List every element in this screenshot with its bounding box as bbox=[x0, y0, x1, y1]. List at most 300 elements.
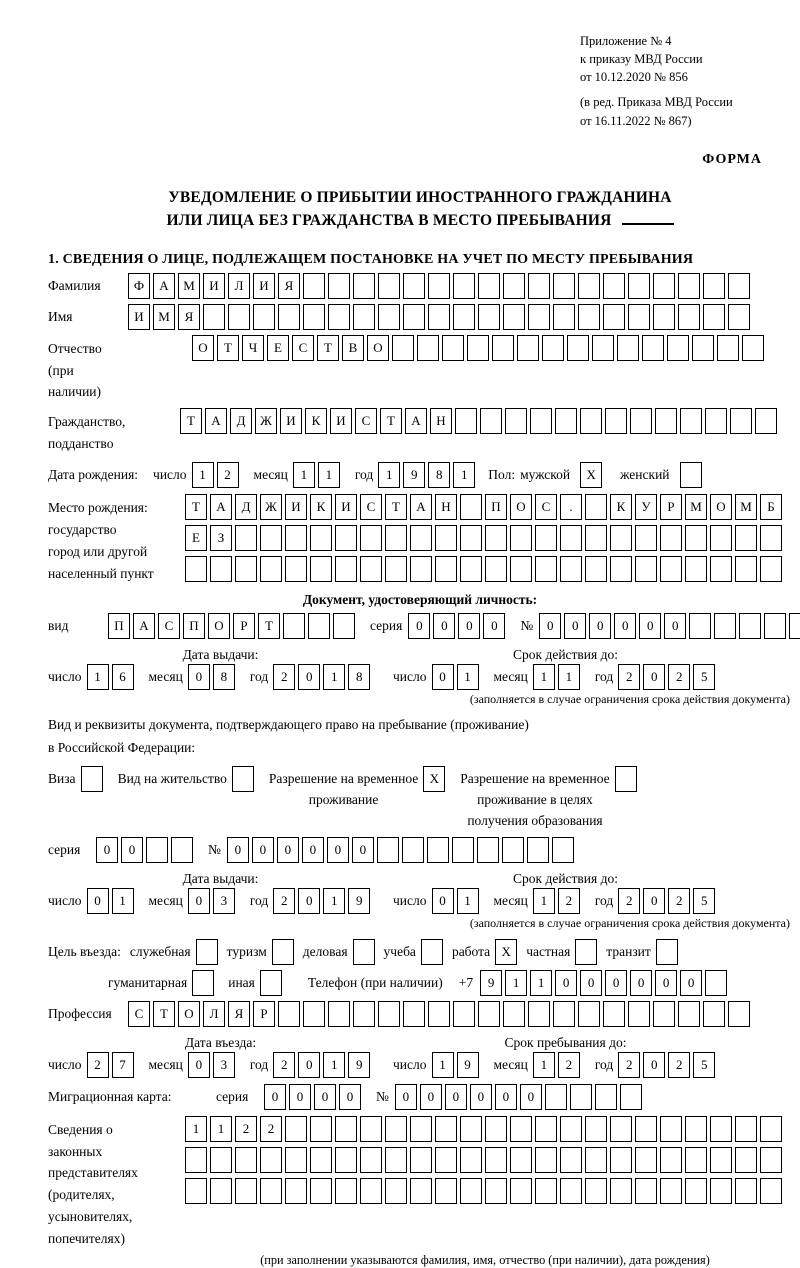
char-box[interactable] bbox=[328, 1001, 350, 1027]
char-box[interactable] bbox=[555, 408, 577, 434]
char-box[interactable]: 2 bbox=[668, 1052, 690, 1078]
char-box[interactable]: И bbox=[253, 273, 275, 299]
char-box[interactable]: Р bbox=[660, 494, 682, 520]
char-box[interactable] bbox=[385, 556, 407, 582]
char-box[interactable] bbox=[710, 1147, 732, 1173]
char-box[interactable] bbox=[578, 304, 600, 330]
char-box[interactable]: Л bbox=[228, 273, 250, 299]
char-box[interactable] bbox=[328, 273, 350, 299]
char-box[interactable] bbox=[764, 613, 786, 639]
char-box[interactable]: Т bbox=[185, 494, 207, 520]
char-box[interactable] bbox=[567, 335, 589, 361]
char-box[interactable] bbox=[535, 525, 557, 551]
purpose-transit-checkbox[interactable] bbox=[656, 939, 678, 965]
char-box[interactable]: 1 bbox=[192, 462, 214, 488]
char-box[interactable]: 2 bbox=[235, 1116, 257, 1142]
char-box[interactable] bbox=[333, 613, 355, 639]
char-box[interactable] bbox=[310, 1147, 332, 1173]
char-box[interactable] bbox=[385, 1147, 407, 1173]
char-box[interactable] bbox=[210, 556, 232, 582]
char-box[interactable] bbox=[310, 1116, 332, 1142]
char-box[interactable]: О bbox=[208, 613, 230, 639]
char-box[interactable] bbox=[353, 273, 375, 299]
char-box[interactable]: П bbox=[485, 494, 507, 520]
char-box[interactable] bbox=[592, 335, 614, 361]
char-box[interactable] bbox=[503, 1001, 525, 1027]
char-box[interactable]: 8 bbox=[428, 462, 450, 488]
char-box[interactable]: А bbox=[205, 408, 227, 434]
char-box[interactable] bbox=[503, 304, 525, 330]
char-box[interactable]: 9 bbox=[457, 1052, 479, 1078]
char-box[interactable] bbox=[528, 273, 550, 299]
char-box[interactable]: А bbox=[410, 494, 432, 520]
char-box[interactable] bbox=[603, 273, 625, 299]
char-box[interactable]: 0 bbox=[614, 613, 636, 639]
char-box[interactable] bbox=[285, 556, 307, 582]
char-box[interactable]: 0 bbox=[580, 970, 602, 996]
char-box[interactable]: А bbox=[153, 273, 175, 299]
char-box[interactable]: 7 bbox=[112, 1052, 134, 1078]
char-box[interactable]: Т bbox=[217, 335, 239, 361]
char-box[interactable] bbox=[285, 1178, 307, 1204]
char-box[interactable]: 0 bbox=[639, 613, 661, 639]
char-box[interactable] bbox=[253, 304, 275, 330]
char-box[interactable] bbox=[685, 1147, 707, 1173]
char-box[interactable]: 0 bbox=[298, 664, 320, 690]
char-box[interactable] bbox=[283, 613, 305, 639]
char-box[interactable] bbox=[710, 1178, 732, 1204]
char-box[interactable]: 0 bbox=[564, 613, 586, 639]
char-box[interactable]: 0 bbox=[298, 1052, 320, 1078]
char-box[interactable]: М bbox=[153, 304, 175, 330]
char-box[interactable] bbox=[285, 1116, 307, 1142]
char-box[interactable]: С bbox=[158, 613, 180, 639]
char-box[interactable]: Е bbox=[267, 335, 289, 361]
char-box[interactable]: 0 bbox=[314, 1084, 336, 1110]
char-box[interactable]: А bbox=[133, 613, 155, 639]
char-box[interactable]: Е bbox=[185, 525, 207, 551]
char-box[interactable]: 1 bbox=[112, 888, 134, 914]
char-box[interactable] bbox=[610, 525, 632, 551]
char-box[interactable] bbox=[385, 1116, 407, 1142]
char-box[interactable] bbox=[553, 1001, 575, 1027]
char-box[interactable] bbox=[410, 556, 432, 582]
char-box[interactable]: 5 bbox=[693, 888, 715, 914]
purpose-tourism-checkbox[interactable] bbox=[272, 939, 294, 965]
char-box[interactable] bbox=[435, 525, 457, 551]
char-box[interactable]: 0 bbox=[483, 613, 505, 639]
char-box[interactable] bbox=[660, 525, 682, 551]
char-box[interactable]: Т bbox=[317, 335, 339, 361]
char-box[interactable]: М bbox=[735, 494, 757, 520]
char-box[interactable]: 2 bbox=[273, 664, 295, 690]
char-box[interactable] bbox=[171, 837, 193, 863]
char-box[interactable] bbox=[560, 525, 582, 551]
char-box[interactable] bbox=[610, 1178, 632, 1204]
char-box[interactable] bbox=[403, 273, 425, 299]
purpose-private-checkbox[interactable] bbox=[575, 939, 597, 965]
char-box[interactable] bbox=[603, 1001, 625, 1027]
char-box[interactable] bbox=[285, 525, 307, 551]
char-box[interactable] bbox=[308, 613, 330, 639]
char-box[interactable]: 1 bbox=[210, 1116, 232, 1142]
char-box[interactable] bbox=[360, 1147, 382, 1173]
char-box[interactable] bbox=[460, 1178, 482, 1204]
char-box[interactable]: 0 bbox=[433, 613, 455, 639]
char-box[interactable]: Д bbox=[230, 408, 252, 434]
char-box[interactable] bbox=[335, 1116, 357, 1142]
char-box[interactable] bbox=[527, 837, 549, 863]
char-box[interactable]: 8 bbox=[213, 664, 235, 690]
char-box[interactable] bbox=[717, 335, 739, 361]
char-box[interactable] bbox=[535, 1116, 557, 1142]
char-box[interactable] bbox=[210, 1147, 232, 1173]
char-box[interactable] bbox=[410, 1178, 432, 1204]
char-box[interactable]: Т bbox=[385, 494, 407, 520]
char-box[interactable] bbox=[595, 1084, 617, 1110]
char-box[interactable] bbox=[578, 1001, 600, 1027]
char-box[interactable] bbox=[630, 408, 652, 434]
char-box[interactable] bbox=[392, 335, 414, 361]
char-box[interactable]: Н bbox=[430, 408, 452, 434]
char-box[interactable] bbox=[310, 1178, 332, 1204]
char-box[interactable] bbox=[510, 1147, 532, 1173]
char-box[interactable] bbox=[203, 304, 225, 330]
char-box[interactable]: 0 bbox=[589, 613, 611, 639]
char-box[interactable]: 2 bbox=[87, 1052, 109, 1078]
char-box[interactable] bbox=[485, 1147, 507, 1173]
char-box[interactable]: 0 bbox=[458, 613, 480, 639]
char-box[interactable] bbox=[303, 304, 325, 330]
char-box[interactable]: 0 bbox=[339, 1084, 361, 1110]
char-box[interactable] bbox=[410, 525, 432, 551]
char-box[interactable] bbox=[714, 613, 736, 639]
char-box[interactable] bbox=[603, 304, 625, 330]
char-box[interactable]: Л bbox=[203, 1001, 225, 1027]
char-box[interactable] bbox=[705, 970, 727, 996]
char-box[interactable]: Т bbox=[380, 408, 402, 434]
char-box[interactable] bbox=[660, 1178, 682, 1204]
char-box[interactable] bbox=[760, 556, 782, 582]
char-box[interactable]: У bbox=[635, 494, 657, 520]
char-box[interactable]: 6 bbox=[112, 664, 134, 690]
char-box[interactable] bbox=[435, 1116, 457, 1142]
char-box[interactable]: 0 bbox=[352, 837, 374, 863]
char-box[interactable]: А bbox=[210, 494, 232, 520]
char-box[interactable] bbox=[553, 273, 575, 299]
char-box[interactable] bbox=[610, 1116, 632, 1142]
char-box[interactable]: 9 bbox=[480, 970, 502, 996]
char-box[interactable] bbox=[460, 1116, 482, 1142]
char-box[interactable] bbox=[478, 1001, 500, 1027]
char-box[interactable]: 0 bbox=[227, 837, 249, 863]
char-box[interactable]: К bbox=[305, 408, 327, 434]
char-box[interactable] bbox=[428, 304, 450, 330]
char-box[interactable]: 0 bbox=[302, 837, 324, 863]
char-box[interactable] bbox=[485, 556, 507, 582]
char-box[interactable] bbox=[278, 304, 300, 330]
char-box[interactable]: М bbox=[685, 494, 707, 520]
char-box[interactable] bbox=[530, 408, 552, 434]
char-box[interactable] bbox=[585, 1147, 607, 1173]
char-box[interactable] bbox=[528, 1001, 550, 1027]
char-box[interactable] bbox=[710, 1116, 732, 1142]
char-box[interactable]: 1 bbox=[323, 1052, 345, 1078]
char-box[interactable] bbox=[735, 1178, 757, 1204]
char-box[interactable]: Я bbox=[178, 304, 200, 330]
char-box[interactable]: О bbox=[510, 494, 532, 520]
char-box[interactable] bbox=[360, 525, 382, 551]
char-box[interactable]: 0 bbox=[264, 1084, 286, 1110]
char-box[interactable] bbox=[285, 1147, 307, 1173]
char-box[interactable] bbox=[585, 556, 607, 582]
char-box[interactable] bbox=[685, 556, 707, 582]
char-box[interactable]: 0 bbox=[420, 1084, 442, 1110]
char-box[interactable] bbox=[435, 1147, 457, 1173]
char-box[interactable] bbox=[585, 1178, 607, 1204]
char-box[interactable] bbox=[335, 556, 357, 582]
char-box[interactable] bbox=[502, 837, 524, 863]
char-box[interactable] bbox=[478, 304, 500, 330]
char-box[interactable]: 2 bbox=[260, 1116, 282, 1142]
char-box[interactable]: 1 bbox=[533, 1052, 555, 1078]
char-box[interactable] bbox=[378, 1001, 400, 1027]
char-box[interactable]: 0 bbox=[121, 837, 143, 863]
char-box[interactable]: 2 bbox=[273, 1052, 295, 1078]
char-box[interactable]: 1 bbox=[87, 664, 109, 690]
char-box[interactable]: 0 bbox=[277, 837, 299, 863]
char-box[interactable] bbox=[560, 1178, 582, 1204]
char-box[interactable]: 0 bbox=[643, 888, 665, 914]
char-box[interactable]: 2 bbox=[217, 462, 239, 488]
char-box[interactable] bbox=[260, 556, 282, 582]
char-box[interactable]: 0 bbox=[470, 1084, 492, 1110]
char-box[interactable]: О bbox=[178, 1001, 200, 1027]
char-box[interactable] bbox=[635, 1178, 657, 1204]
char-box[interactable]: Я bbox=[228, 1001, 250, 1027]
char-box[interactable] bbox=[755, 408, 777, 434]
char-box[interactable] bbox=[628, 1001, 650, 1027]
char-box[interactable] bbox=[228, 304, 250, 330]
char-box[interactable] bbox=[510, 1116, 532, 1142]
char-box[interactable]: 0 bbox=[188, 664, 210, 690]
char-box[interactable] bbox=[477, 837, 499, 863]
char-box[interactable]: И bbox=[280, 408, 302, 434]
char-box[interactable] bbox=[460, 556, 482, 582]
char-box[interactable]: 1 bbox=[323, 888, 345, 914]
char-box[interactable]: 2 bbox=[618, 888, 640, 914]
char-box[interactable] bbox=[660, 1116, 682, 1142]
char-box[interactable] bbox=[453, 1001, 475, 1027]
char-box[interactable]: И bbox=[285, 494, 307, 520]
char-box[interactable]: Т bbox=[258, 613, 280, 639]
char-box[interactable]: 1 bbox=[293, 462, 315, 488]
char-box[interactable]: О bbox=[367, 335, 389, 361]
char-box[interactable] bbox=[585, 525, 607, 551]
char-box[interactable]: Б bbox=[760, 494, 782, 520]
char-box[interactable] bbox=[517, 335, 539, 361]
char-box[interactable] bbox=[510, 1178, 532, 1204]
char-box[interactable]: 2 bbox=[618, 1052, 640, 1078]
char-box[interactable]: 1 bbox=[432, 1052, 454, 1078]
char-box[interactable]: 0 bbox=[298, 888, 320, 914]
char-box[interactable]: 9 bbox=[348, 888, 370, 914]
char-box[interactable]: 1 bbox=[533, 888, 555, 914]
char-box[interactable]: Р bbox=[233, 613, 255, 639]
char-box[interactable] bbox=[685, 525, 707, 551]
char-box[interactable] bbox=[610, 556, 632, 582]
char-box[interactable] bbox=[442, 335, 464, 361]
char-box[interactable] bbox=[510, 525, 532, 551]
char-box[interactable] bbox=[760, 1147, 782, 1173]
char-box[interactable] bbox=[617, 335, 639, 361]
char-box[interactable]: П bbox=[108, 613, 130, 639]
char-box[interactable]: 0 bbox=[445, 1084, 467, 1110]
char-box[interactable] bbox=[545, 1084, 567, 1110]
char-box[interactable] bbox=[460, 525, 482, 551]
char-box[interactable] bbox=[278, 1001, 300, 1027]
char-box[interactable]: О bbox=[192, 335, 214, 361]
char-box[interactable] bbox=[728, 273, 750, 299]
char-box[interactable]: 0 bbox=[605, 970, 627, 996]
char-box[interactable] bbox=[667, 335, 689, 361]
char-box[interactable] bbox=[660, 556, 682, 582]
char-box[interactable] bbox=[710, 525, 732, 551]
char-box[interactable] bbox=[653, 1001, 675, 1027]
char-box[interactable] bbox=[185, 1147, 207, 1173]
char-box[interactable]: 3 bbox=[213, 1052, 235, 1078]
purpose-business-checkbox[interactable] bbox=[353, 939, 375, 965]
char-box[interactable]: М bbox=[178, 273, 200, 299]
char-box[interactable]: 0 bbox=[432, 888, 454, 914]
char-box[interactable] bbox=[435, 556, 457, 582]
char-box[interactable] bbox=[560, 1116, 582, 1142]
char-box[interactable]: 1 bbox=[457, 888, 479, 914]
residence-permit-checkbox[interactable] bbox=[232, 766, 254, 792]
char-box[interactable] bbox=[735, 556, 757, 582]
purpose-humanitarian-checkbox[interactable] bbox=[192, 970, 214, 996]
char-box[interactable] bbox=[610, 1147, 632, 1173]
char-box[interactable] bbox=[739, 613, 761, 639]
char-box[interactable] bbox=[385, 525, 407, 551]
char-box[interactable] bbox=[353, 304, 375, 330]
char-box[interactable] bbox=[260, 525, 282, 551]
char-box[interactable]: Я bbox=[278, 273, 300, 299]
char-box[interactable] bbox=[703, 273, 725, 299]
char-box[interactable] bbox=[580, 408, 602, 434]
char-box[interactable]: Ж bbox=[255, 408, 277, 434]
char-box[interactable]: 0 bbox=[432, 664, 454, 690]
char-box[interactable]: 1 bbox=[558, 664, 580, 690]
char-box[interactable]: 1 bbox=[378, 462, 400, 488]
char-box[interactable] bbox=[485, 1178, 507, 1204]
char-box[interactable] bbox=[360, 1178, 382, 1204]
char-box[interactable]: 9 bbox=[403, 462, 425, 488]
char-box[interactable]: 1 bbox=[457, 664, 479, 690]
char-box[interactable]: С bbox=[535, 494, 557, 520]
char-box[interactable] bbox=[660, 1147, 682, 1173]
char-box[interactable]: 5 bbox=[693, 664, 715, 690]
char-box[interactable] bbox=[328, 304, 350, 330]
char-box[interactable]: И bbox=[335, 494, 357, 520]
char-box[interactable] bbox=[403, 1001, 425, 1027]
char-box[interactable] bbox=[260, 1147, 282, 1173]
char-box[interactable]: 0 bbox=[188, 888, 210, 914]
char-box[interactable] bbox=[417, 335, 439, 361]
char-box[interactable]: 0 bbox=[655, 970, 677, 996]
char-box[interactable] bbox=[553, 304, 575, 330]
char-box[interactable] bbox=[428, 1001, 450, 1027]
char-box[interactable] bbox=[378, 304, 400, 330]
char-box[interactable] bbox=[728, 304, 750, 330]
char-box[interactable] bbox=[303, 273, 325, 299]
char-box[interactable] bbox=[678, 273, 700, 299]
char-box[interactable]: . bbox=[560, 494, 582, 520]
char-box[interactable]: 0 bbox=[555, 970, 577, 996]
purpose-work-checkbox[interactable]: X bbox=[495, 939, 517, 965]
char-box[interactable]: 1 bbox=[453, 462, 475, 488]
char-box[interactable]: 8 bbox=[348, 664, 370, 690]
char-box[interactable] bbox=[310, 556, 332, 582]
char-box[interactable] bbox=[760, 525, 782, 551]
char-box[interactable]: 1 bbox=[323, 664, 345, 690]
char-box[interactable] bbox=[185, 556, 207, 582]
char-box[interactable] bbox=[742, 335, 764, 361]
char-box[interactable]: 0 bbox=[188, 1052, 210, 1078]
char-box[interactable] bbox=[578, 273, 600, 299]
char-box[interactable] bbox=[303, 1001, 325, 1027]
char-box[interactable] bbox=[377, 837, 399, 863]
char-box[interactable] bbox=[678, 304, 700, 330]
char-box[interactable]: 1 bbox=[530, 970, 552, 996]
char-box[interactable]: 3 bbox=[213, 888, 235, 914]
char-box[interactable] bbox=[552, 837, 574, 863]
char-box[interactable] bbox=[185, 1178, 207, 1204]
char-box[interactable] bbox=[703, 304, 725, 330]
char-box[interactable] bbox=[735, 1147, 757, 1173]
char-box[interactable]: К bbox=[610, 494, 632, 520]
char-box[interactable] bbox=[710, 556, 732, 582]
char-box[interactable] bbox=[378, 273, 400, 299]
char-box[interactable]: 0 bbox=[539, 613, 561, 639]
char-box[interactable] bbox=[635, 1147, 657, 1173]
char-box[interactable]: Р bbox=[253, 1001, 275, 1027]
char-box[interactable] bbox=[635, 556, 657, 582]
temp-residence-checkbox[interactable]: X bbox=[423, 766, 445, 792]
char-box[interactable]: И bbox=[330, 408, 352, 434]
char-box[interactable] bbox=[335, 1147, 357, 1173]
char-box[interactable]: С bbox=[292, 335, 314, 361]
char-box[interactable] bbox=[360, 556, 382, 582]
char-box[interactable] bbox=[535, 556, 557, 582]
char-box[interactable] bbox=[689, 613, 711, 639]
char-box[interactable] bbox=[385, 1178, 407, 1204]
char-box[interactable] bbox=[560, 1147, 582, 1173]
char-box[interactable] bbox=[728, 1001, 750, 1027]
char-box[interactable]: В bbox=[342, 335, 364, 361]
female-checkbox[interactable] bbox=[680, 462, 702, 488]
char-box[interactable] bbox=[730, 408, 752, 434]
temp-residence-education-checkbox[interactable] bbox=[615, 766, 637, 792]
char-box[interactable] bbox=[485, 1116, 507, 1142]
char-box[interactable]: 2 bbox=[668, 888, 690, 914]
purpose-study-checkbox[interactable] bbox=[421, 939, 443, 965]
char-box[interactable] bbox=[735, 1116, 757, 1142]
char-box[interactable] bbox=[628, 304, 650, 330]
char-box[interactable] bbox=[585, 1116, 607, 1142]
char-box[interactable]: Н bbox=[435, 494, 457, 520]
char-box[interactable]: З bbox=[210, 525, 232, 551]
